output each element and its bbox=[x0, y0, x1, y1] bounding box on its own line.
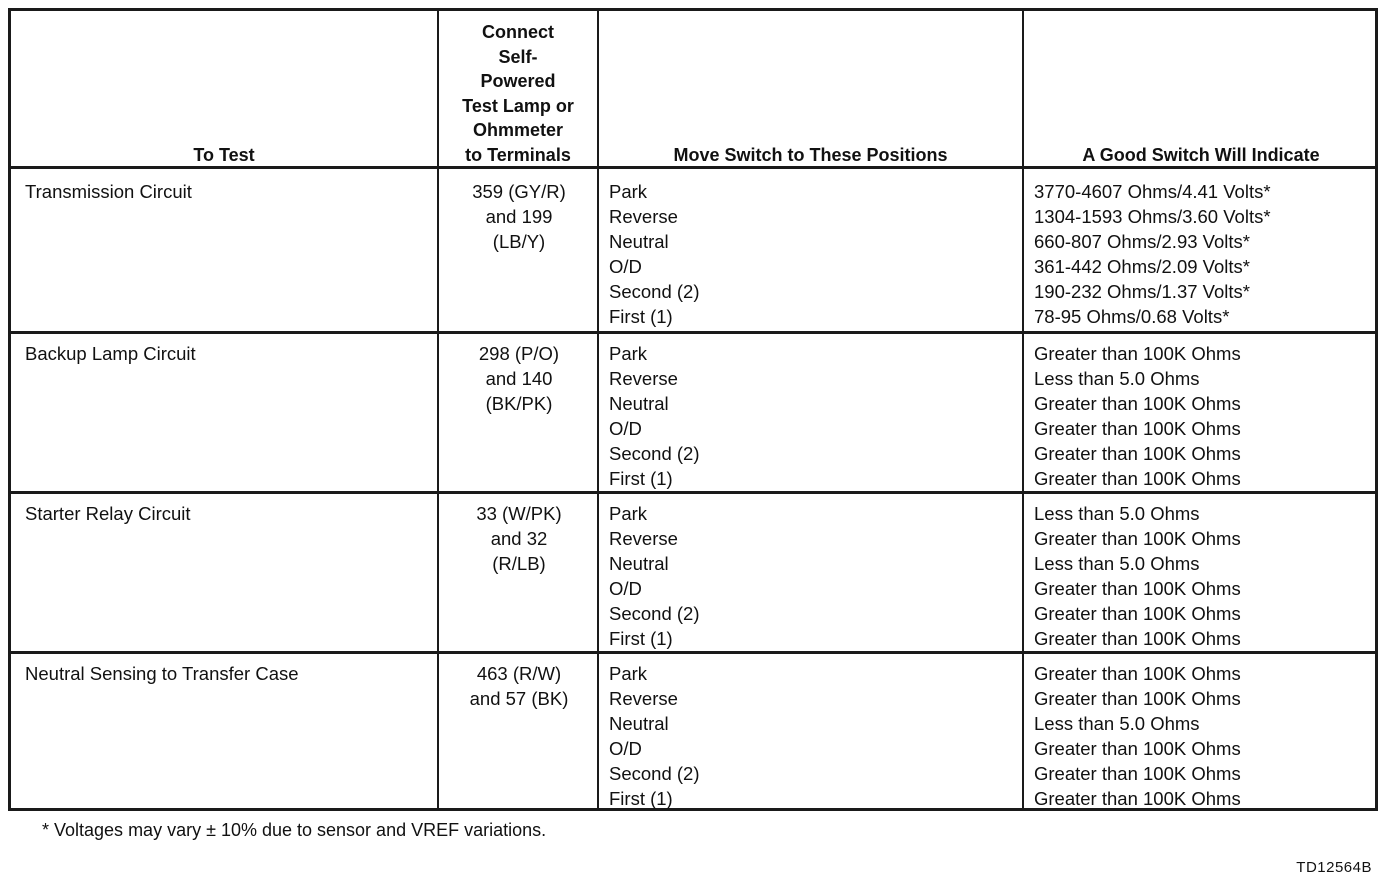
position-item: Neutral bbox=[609, 393, 669, 414]
position-item: Reverse bbox=[609, 528, 678, 549]
voltage-footnote: * Voltages may vary ± 10% due to sensor and VREF variations. bbox=[42, 820, 547, 840]
header-positions-label: Move Switch to These Positions bbox=[673, 144, 948, 165]
position-item: First (1) bbox=[609, 468, 673, 489]
terminal-line: 298 (P/O) bbox=[478, 343, 560, 364]
row-divider bbox=[11, 651, 1375, 654]
indication-item: Greater than 100K Ohms bbox=[1034, 468, 1241, 489]
header-indicate-label: A Good Switch Will Indicate bbox=[1082, 144, 1320, 165]
indication-item: Greater than 100K Ohms bbox=[1034, 688, 1241, 709]
terminal-line: and 32 bbox=[490, 528, 548, 549]
position-item: Reverse bbox=[609, 206, 678, 227]
row-starter-relay-test bbox=[25, 501, 191, 526]
position-item: Neutral bbox=[609, 231, 669, 252]
row-neutral-sensing-positions bbox=[609, 661, 700, 811]
row-transmission-indications bbox=[1034, 179, 1271, 329]
row-divider bbox=[11, 331, 1375, 334]
test-label: Neutral Sensing to Transfer Case bbox=[25, 663, 299, 684]
indication-item: Greater than 100K Ohms bbox=[1034, 418, 1241, 439]
header-terminals-line: Powered bbox=[480, 71, 556, 91]
indication-item: Greater than 100K Ohms bbox=[1034, 343, 1241, 364]
row-neutral-sensing-terminals bbox=[439, 661, 599, 711]
terminal-line: 33 (W/PK) bbox=[476, 503, 562, 524]
indication-item: Less than 5.0 Ohms bbox=[1034, 368, 1200, 389]
row-backup-lamp-indications bbox=[1034, 341, 1241, 491]
header-positions bbox=[599, 11, 1022, 169]
row-neutral-sensing-indications bbox=[1034, 661, 1241, 811]
indication-item: 78-95 Ohms/0.68 Volts* bbox=[1034, 306, 1230, 327]
header-indicate bbox=[1024, 11, 1378, 169]
indication-item: Greater than 100K Ohms bbox=[1034, 578, 1241, 599]
test-label: Backup Lamp Circuit bbox=[25, 343, 196, 364]
header-terminals-line: to Terminals bbox=[465, 144, 571, 165]
row-backup-lamp-positions bbox=[609, 341, 700, 491]
test-label: Transmission Circuit bbox=[25, 181, 192, 202]
position-item: Second (2) bbox=[609, 763, 700, 784]
row-starter-relay-terminals bbox=[439, 501, 599, 576]
position-item: Second (2) bbox=[609, 603, 700, 624]
terminal-line: (R/LB) bbox=[492, 553, 546, 574]
terminal-line: 463 (R/W) bbox=[476, 663, 562, 684]
terminal-line: and 57 (BK) bbox=[469, 688, 569, 709]
indication-item: Greater than 100K Ohms bbox=[1034, 663, 1241, 684]
header-terminals-line: Connect bbox=[482, 22, 554, 42]
indication-item: Greater than 100K Ohms bbox=[1034, 738, 1241, 759]
position-item: O/D bbox=[609, 578, 642, 599]
position-item: Second (2) bbox=[609, 443, 700, 464]
position-item: Reverse bbox=[609, 368, 678, 389]
indication-item: 3770-4607 Ohms/4.41 Volts* bbox=[1034, 181, 1271, 202]
indication-item: Greater than 100K Ohms bbox=[1034, 393, 1241, 414]
header-to-test bbox=[11, 11, 437, 169]
terminal-line: (LB/Y) bbox=[492, 231, 546, 252]
position-item: O/D bbox=[609, 738, 642, 759]
indication-item: 660-807 Ohms/2.93 Volts* bbox=[1034, 231, 1250, 252]
position-item: Neutral bbox=[609, 713, 669, 734]
terminal-line: (BK/PK) bbox=[485, 393, 553, 414]
position-item: Neutral bbox=[609, 553, 669, 574]
position-item: Park bbox=[609, 343, 648, 364]
terminal-line: 359 (GY/R) bbox=[472, 181, 566, 202]
header-terminals bbox=[439, 11, 597, 169]
row-backup-lamp-terminals bbox=[439, 341, 599, 416]
indication-item: 1304-1593 Ohms/3.60 Volts* bbox=[1034, 206, 1271, 227]
position-item: First (1) bbox=[609, 306, 673, 327]
indication-item: Greater than 100K Ohms bbox=[1034, 528, 1241, 549]
position-item: Reverse bbox=[609, 688, 678, 709]
indication-item: 361-442 Ohms/2.09 Volts* bbox=[1034, 256, 1250, 277]
terminal-line: and 199 bbox=[485, 206, 553, 227]
indication-item: Greater than 100K Ohms bbox=[1034, 788, 1241, 809]
position-item: Park bbox=[609, 663, 648, 684]
indication-item: Less than 5.0 Ohms bbox=[1034, 503, 1200, 524]
row-divider bbox=[11, 491, 1375, 494]
header-terminals-line: Test Lamp or bbox=[462, 95, 574, 116]
header-to-test-label: To Test bbox=[193, 144, 255, 165]
row-starter-relay-indications bbox=[1034, 501, 1241, 651]
header-terminals-line: Self- bbox=[498, 46, 538, 67]
indication-item: Greater than 100K Ohms bbox=[1034, 443, 1241, 464]
row-starter-relay-positions bbox=[609, 501, 700, 651]
position-item: Park bbox=[609, 181, 648, 202]
indication-item: Less than 5.0 Ohms bbox=[1034, 713, 1200, 734]
header-terminals-line: Ohmmeter bbox=[472, 120, 564, 140]
figure-id: TD12564B bbox=[1296, 859, 1372, 876]
indication-item: Greater than 100K Ohms bbox=[1034, 763, 1241, 784]
position-item: First (1) bbox=[609, 788, 673, 809]
terminal-line: and 140 bbox=[485, 368, 553, 389]
indication-item: 190-232 Ohms/1.37 Volts* bbox=[1034, 281, 1250, 302]
indication-item: Less than 5.0 Ohms bbox=[1034, 553, 1200, 574]
row-transmission-test bbox=[25, 179, 192, 204]
indication-item: Greater than 100K Ohms bbox=[1034, 603, 1241, 624]
row-neutral-sensing-test bbox=[25, 661, 299, 686]
row-transmission-terminals bbox=[439, 179, 599, 254]
position-item: Park bbox=[609, 503, 648, 524]
test-label: Starter Relay Circuit bbox=[25, 503, 191, 524]
row-backup-lamp-test bbox=[25, 341, 196, 366]
position-item: Second (2) bbox=[609, 281, 700, 302]
position-item: First (1) bbox=[609, 628, 673, 649]
position-item: O/D bbox=[609, 256, 642, 277]
indication-item: Greater than 100K Ohms bbox=[1034, 628, 1241, 649]
switch-test-table bbox=[8, 8, 1378, 811]
position-item: O/D bbox=[609, 418, 642, 439]
row-transmission-positions bbox=[609, 179, 700, 329]
